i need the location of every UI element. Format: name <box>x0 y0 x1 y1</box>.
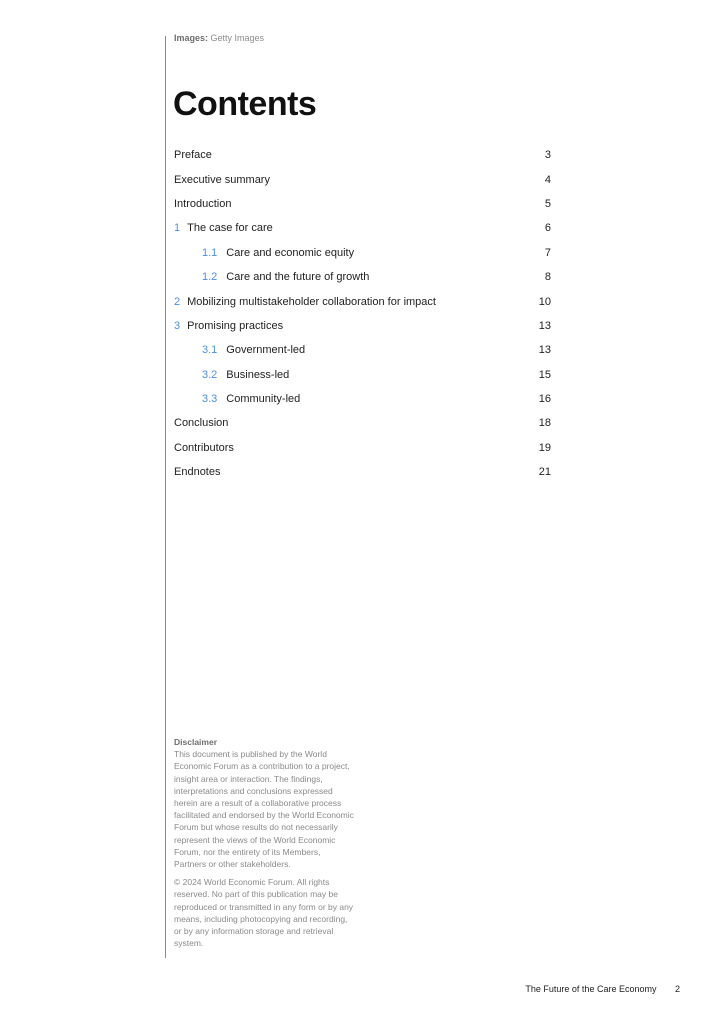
toc-entry[interactable] <box>174 167 551 191</box>
toc-entry-title: Government-led <box>226 344 306 357</box>
image-credit <box>174 33 264 44</box>
toc-entry[interactable] <box>174 436 551 460</box>
toc-page-number: 15 <box>538 368 551 381</box>
toc-page-number: 7 <box>544 246 551 259</box>
toc-entry[interactable] <box>174 387 551 411</box>
disclaimer <box>174 736 354 949</box>
toc-page-number: 10 <box>538 295 551 308</box>
toc-entry-title: Endnotes <box>174 466 221 479</box>
toc-page-number: 8 <box>544 271 551 284</box>
table-of-contents <box>174 143 551 484</box>
toc-entry[interactable] <box>174 411 551 435</box>
toc-section-number: 1.2 <box>202 271 218 284</box>
toc-page-number: 6 <box>544 222 551 235</box>
toc-entry-title: Preface <box>174 149 212 162</box>
toc-entry-title: Conclusion <box>174 417 229 430</box>
toc-entry-title: Care and the future of growth <box>226 271 370 284</box>
toc-section-number: 3.3 <box>202 393 218 406</box>
toc-page-number: 19 <box>538 441 551 454</box>
toc-entry-title: Introduction <box>174 197 232 210</box>
copyright-notice: © 2024 World Economic Forum. All rights reserved. No part of this publication may be reproduced or transmitted in any form or by any means, including photocopying and recording, or by any information storage and retrieval system. <box>174 877 354 949</box>
margin-rule <box>165 36 166 958</box>
toc-page-number: 13 <box>538 344 551 357</box>
toc-page-number: 13 <box>538 319 551 332</box>
toc-entry[interactable] <box>174 241 551 265</box>
toc-page-number: 16 <box>538 393 551 406</box>
toc-entry-title: Executive summary <box>174 173 270 186</box>
toc-entry-title: Business-led <box>226 368 290 381</box>
page-footer <box>525 984 680 995</box>
toc-entry[interactable] <box>174 363 551 387</box>
image-credit-label: Images: <box>174 33 209 43</box>
toc-section-number: 2 <box>174 295 181 308</box>
toc-entry[interactable] <box>174 460 551 484</box>
toc-page-number: 3 <box>544 149 551 162</box>
toc-entry[interactable] <box>174 143 551 167</box>
disclaimer-heading: Disclaimer <box>174 737 217 747</box>
page-title: Contents <box>173 85 317 123</box>
toc-entry[interactable] <box>174 192 551 216</box>
toc-page-number: 5 <box>544 197 551 210</box>
toc-page-number: 18 <box>538 417 551 430</box>
toc-entry-title: Promising practices <box>187 319 284 332</box>
toc-entry-title: Contributors <box>174 441 234 454</box>
toc-entry-title: Community-led <box>226 393 301 406</box>
toc-entry-title: The case for care <box>187 222 273 235</box>
toc-section-number: 3.1 <box>202 344 218 357</box>
toc-page-number: 4 <box>544 173 551 186</box>
toc-section-number: 3 <box>174 319 181 332</box>
toc-entry[interactable] <box>174 314 551 338</box>
toc-section-number: 1.1 <box>202 246 218 259</box>
toc-entry[interactable] <box>174 289 551 313</box>
toc-entry[interactable] <box>174 265 551 289</box>
toc-page-number: 21 <box>538 466 551 479</box>
footer-document-title: The Future of the Care Economy <box>525 984 657 994</box>
toc-entry-title: Care and economic equity <box>226 246 355 259</box>
toc-entry[interactable] <box>174 338 551 362</box>
toc-entry-title: Mobilizing multistakeholder collaboration for impact <box>187 295 436 308</box>
toc-section-number: 3.2 <box>202 368 218 381</box>
image-credit-value: Getty Images <box>210 33 265 43</box>
disclaimer-body: This document is published by the World Economic Forum as a contribution to a project, insight area or interaction. The findings, interpretations and conclusions expressed herein are a result of a collaborative process facilitated and endorsed by the World Economic Forum but whose results do not necessarily represent the views of the World Economic Forum, nor the entirety of its Members, Partners or other stakeholders. <box>174 749 354 870</box>
footer-page-number: 2 <box>674 984 680 994</box>
toc-section-number: 1 <box>174 222 181 235</box>
toc-entry[interactable] <box>174 216 551 240</box>
